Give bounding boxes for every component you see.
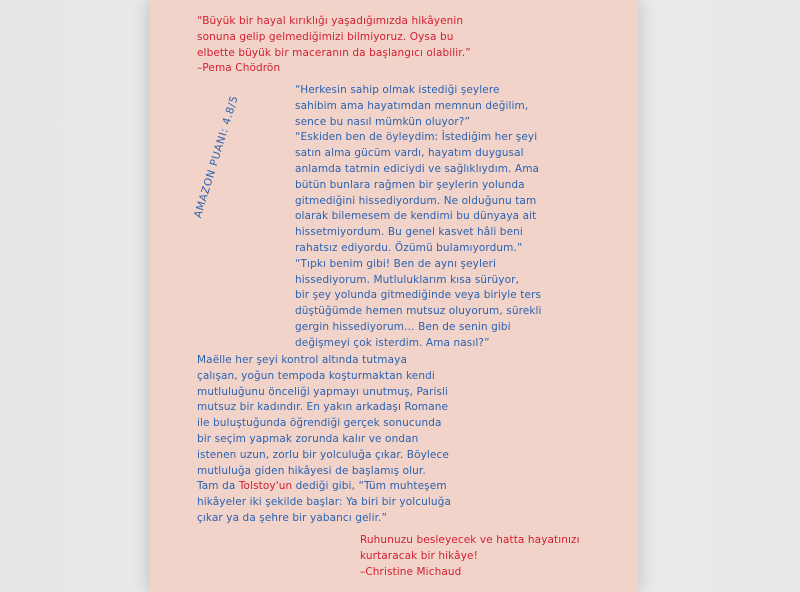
summary-paragraph [197, 353, 527, 527]
top-quote [197, 14, 517, 77]
book-back-cover [150, 0, 638, 592]
amazon-rating: AMAZON PUANI: 4.8/5 [192, 94, 241, 220]
top-quote-text: “Büyük bir hayal kırıklığı yaşadığımızda hikâyenin sonuna gelip gelmediğimizi bilmiyoruz. Oysa bu elbette büyük bir maceranın da başlangıcı olabilir.” [197, 15, 471, 59]
summary-part-2: dediği gibi, “Tüm muhteşem hikâyeler iki şekilde başlar: Ya biri bir yolculuğa çıkar ya da şehre bir yabancı gelir.” [197, 480, 451, 524]
bottom-quote-author: –Christine Michaud [360, 565, 462, 578]
bottom-quote [360, 533, 630, 580]
dialogue-block: “Herkesin sahip olmak istediği şeylere sahibim ama hayatımdan memnun değilim, sence bu nasıl mümkün oluyor?” “Eskiden ben de öyleydim: İstediğim her şeyi satın alma gücüm vardı, hayatım duygusal anlamda tatmin ediciydi ve sağlıklıydım. Ama bütün bunlara rağmen bir şeylerin yolunda gitmediğini hissediyordum. Ne olduğunu tam olarak bilemesem de kendimi bu dünyaya ait hissetmiyordum. Bu genel kasvet hâli beni rahatsız ediyordu. Özümü bulamıyordum.” “Tıpkı benim gibi! Ben de aynı şeyleri hissediyorum. Mutluluklarım kısa sürüyor, bir şey yolunda gitmediğinde veya biriyle ters düştüğümde hemen mutsuz oluyorum, sürekli gergin hissediyorum… Ben de senin gibi değişmeyi çok isterdim. Ama nasıl?” [295, 84, 542, 349]
top-quote-author: –Pema Chödrön [197, 62, 281, 75]
bottom-quote-text: Ruhunuzu besleyecek ve hatta hayatınızı kurtaracak bir hikâye! [360, 534, 580, 562]
summary-part-1: Maëlle her şeyi kontrol altında tutmaya çalışan, yoğun tempoda koşturmaktan kendi mutluluğunu önceliği yapmayı unutmuş, Parisli mutsuz bir kadındır. En yakın arkadaşı Romane ile buluştuğunda öğrendiği gerçek sonucunda bir seçim yapmak zorunda kalır ve ondan istenen uzun, zorlu bir yolculuğa çıkar. Böylece mutluluğa giden hikâyesi de başlamış olur. Tam da [197, 354, 449, 493]
tolstoy-highlight: Tolstoy'un [238, 480, 293, 493]
